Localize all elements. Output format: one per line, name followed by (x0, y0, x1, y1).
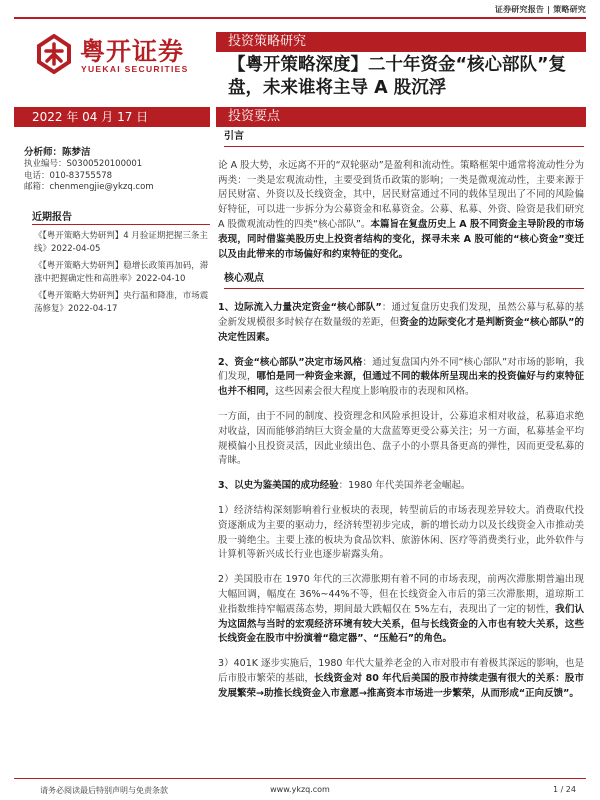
report-date-text: 2022-04-10 (136, 274, 186, 284)
category-band: 投资策略研究 (216, 32, 586, 52)
core-paragraph-7: 3）401K 逐步实施后，1980 年代大量养老金的入市对股市有着极其深远的影响，也是后市股市繁荣的基础，长线资金对 80 年代后美国的股市持续走强有很大的关系：股市发展繁荣→助推长线资金入市意愿→推高资本市场进一步繁荣，从而形成“正向反馈”。 (218, 658, 584, 699)
core-point-2: 2、资金“核心部队”决定市场风格：通过复盘国内外不同“核心部队”对市场的影响，我们发现，哪怕是同一种资金来源，但通过不同的载体所呈现出来的投资偏好与约束特征也并不相同，这些因素会很大程度上影响股市的表现和风格。 (218, 356, 584, 398)
header-rule (14, 17, 586, 19)
report-title: 【粤开策略深度】二十年资金“核心部队”复盘，未来谁将主导 A 股沉浮 (228, 55, 567, 98)
footer-disclaimer: 请务必阅读最后特别声明与免责条款 (40, 786, 168, 795)
analyst-name: 分析师：陈梦洁 (24, 147, 91, 158)
intro-text: 论 A 股大势，永远离不开的“双轮驱动”是盈利和流动性。策略框架中通常将流动性分为两类：一类是宏观流动性，主要受到货币政策的影响；一类是微观流动性，主要来源于居民财富、外资以及长线资金，其中，居民财富通过不同的载体呈现出了不同的风险偏好特征，可以进一步拆分为公募资金和私募资金。公募、私募、外资、险资是我们研究 A 股微观流动性的四类“核心部队”。 (218, 159, 584, 230)
core-point-3: 3、以史为鉴美国的成功经验：1980 年代美国养老金崛起。 (218, 480, 471, 492)
recent-reports-list (34, 230, 210, 320)
brand-name-en: YUEKAI SECURITIES (81, 64, 189, 74)
recent-reports-rule (32, 224, 210, 225)
analyst-email[interactable]: 邮箱：chenmengjie@ykzq.com (24, 182, 154, 192)
core-heading: 核心观点 (224, 272, 584, 289)
report-item[interactable] (34, 290, 210, 316)
analyst-info (24, 146, 209, 194)
report-date: 2022 年 04 月 17 日 (14, 107, 210, 127)
report-item[interactable] (34, 230, 210, 256)
report-date-text: 2022-04-05 (51, 244, 101, 254)
report-title-text: 《【粤开策略大势研判】稳增长政策再加码，滞涨中把握确定性和高胜率》 (34, 261, 209, 284)
core-paragraph-6: 2）美国股市在 1970 年代的三次滞胀期有着不同的市场表现，前两次滞胀期普遍出现大幅回调，幅度在 36%~44%不等，但在长线资金入市后的第三次滞胀期，道琼斯工业指数维持窄幅震荡态势，期间最大跌幅仅在 5%左右，表现出了一定的韧性，我们认为这固然与当时的宏观经济环境有较大关系，但与长线资金的入市也有较大关系，这些长线资金在股市中扮演着“稳定器”、“压舱石”的角色。 (218, 574, 584, 645)
report-type-tag: 证券研究报告 | 策略研究 (494, 5, 586, 14)
main-content (218, 130, 584, 712)
core-point-1: 1、边际流入力量决定资金“核心部队”：通过复盘历史我们发现，虽然公募与私募的基金新发规模很多时候存在数量级的差距，但资金的边际变化才是判断资金“核心部队”的决定性因素。 (218, 302, 584, 343)
intro-heading: 引言 (224, 130, 584, 147)
report-item[interactable] (34, 260, 210, 286)
core-paragraph-3: 一方面，由于不同的制度、投资理念和风险承担设计，公募追求相对收益，私募追求绝对收益，因而能够消纳巨大资金量的大盘蓝筹更受公募关注；另一方面，私募基金平均规模偏小且投资灵活，因此业绩出色、盘子小的小票具备更高的弹性，因而更受私募的青睐。 (218, 410, 584, 467)
brand-name-cn: 粤开证券 (80, 37, 185, 66)
page-number: 1 / 24 (552, 785, 576, 794)
analyst-phone: 电话：010-83755578 (24, 170, 113, 181)
brand-logo (36, 32, 211, 80)
report-title-text: 《【粤开策略大势研判】央行温和降准，市场震荡修复》 (34, 291, 209, 314)
recent-reports-heading: 近期报告 (32, 212, 72, 223)
analyst-license: 执业编号：S0300520100001 (24, 159, 143, 169)
report-date-text: 2022-04-17 (68, 304, 118, 314)
section-band: 投资要点 (216, 107, 586, 127)
core-paragraph-5: 1）经济结构深刻影响着行业板块的表现，转型前后的市场表现差异较大。消费取代投资逐渐成为主要的驱动力，经济转型初步完成，新的增长动力以及长线资金入市推动美股一骑绝尘。主要上涨的板块为食品饮料、旅游休闲、医疗等消费类行业，此外软件与计算机等新兴成长行业也逐步崭露头角。 (218, 504, 584, 561)
footer-url[interactable]: www.ykzq.com (270, 785, 330, 794)
intro-bold: 本篇旨在复盘历史上 A 股不同资金主导阶段的市场表现，同时借鉴美股历史上投资者结构的变化，探寻未来 A 股可能的“核心资金”变迁以及由此带来的市场偏好和约束特征的变化。 (218, 218, 584, 260)
page-footer (14, 778, 586, 800)
report-title-text: 《【粤开策略大势研判】4 月验证期把握三条主线》 (34, 231, 208, 254)
yuekai-logo-icon (36, 34, 72, 74)
intro-paragraph (218, 159, 584, 263)
